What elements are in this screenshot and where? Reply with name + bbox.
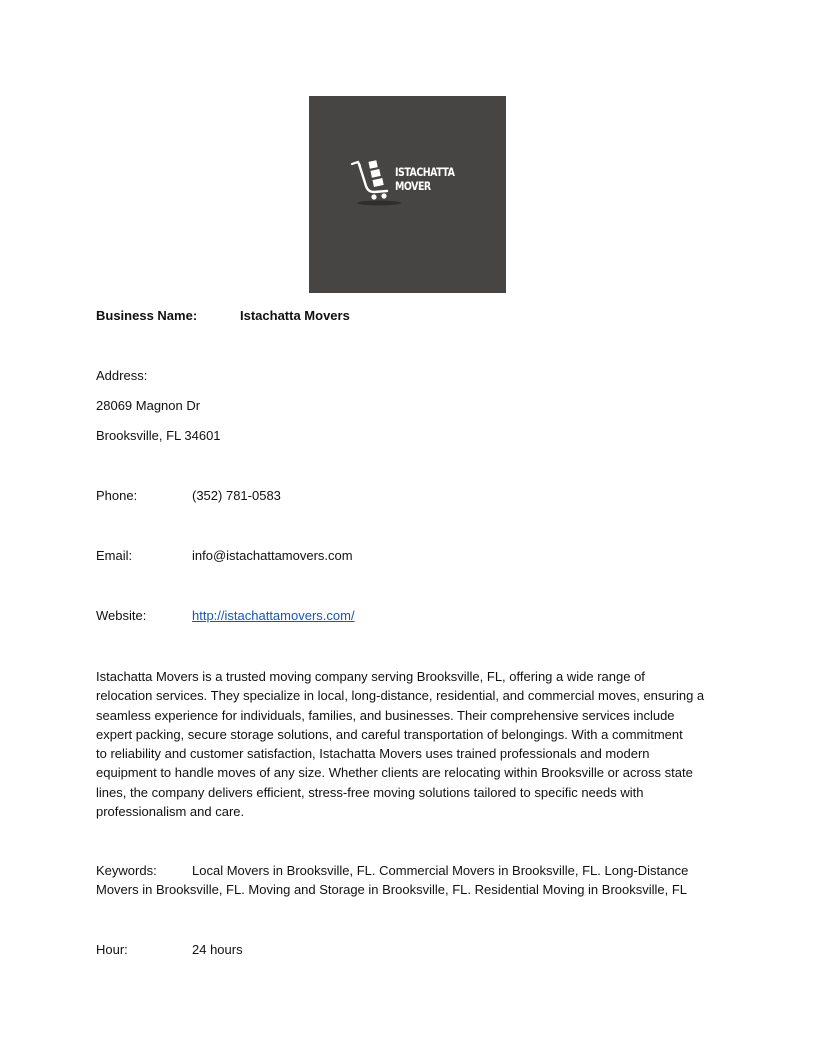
website-link[interactable]: http://istachattamovers.com/ — [192, 608, 355, 623]
email-value: info@istachattamovers.com — [192, 548, 353, 563]
description-line: professionalism and care. — [96, 804, 245, 820]
business-name-value: Istachatta Movers — [240, 308, 350, 323]
logo-line-2: MOVER — [395, 179, 431, 193]
description-line: relocation services. They specialize in local, long-distance, residential, and commercial moves, ensuring a — [96, 688, 705, 704]
description-line: lines, the company delivers efficient, stress-free moving solutions tailored to specific needs with — [96, 784, 644, 800]
hours-value: 24 hours — [192, 942, 243, 957]
keywords-line-2: Movers in Brooksville, FL. Moving and Storage in Brooksville, FL. Residential Moving in Brooksville, FL — [96, 882, 688, 897]
description-line: seamless experience for individuals, families, and businesses. Their comprehensive services include — [96, 707, 675, 723]
phone-label: Phone: — [96, 488, 138, 503]
company-logo — [309, 96, 506, 293]
hours-label: Hour: — [96, 942, 128, 957]
address-line-1: 28069 Magnon Dr — [96, 398, 201, 413]
logo-wordmark — [395, 165, 454, 193]
description-paragraph — [96, 667, 728, 821]
email-label: Email: — [96, 548, 133, 563]
description-line: Istachatta Movers is a trusted moving company serving Brooksville, FL, offering a wide range of — [96, 669, 645, 684]
phone-value: (352) 781-0583 — [192, 488, 281, 503]
address-label: Address: — [96, 368, 148, 383]
keywords-line-1: Local Movers in Brooksville, FL. Commercial Movers in Brooksville, FL. Long-Distance — [192, 863, 689, 878]
business-name-label: Business Name: — [96, 308, 198, 323]
address-line-2: Brooksville, FL 34601 — [96, 428, 221, 443]
description-line: expert packing, secure storage solutions, and careful transportation of belongings. With a commitment — [96, 726, 683, 742]
logo-line-1: ISTACHATTA — [395, 165, 455, 179]
keywords-label: Keywords: — [96, 863, 157, 878]
website-label: Website: — [96, 608, 147, 623]
description-line: to reliability and customer satisfaction, Istachatta Movers uses trained professionals and modern — [96, 746, 650, 762]
description-line: equipment to handle moves of any size. Whether clients are relocating within Brooksville or across state — [96, 765, 693, 781]
